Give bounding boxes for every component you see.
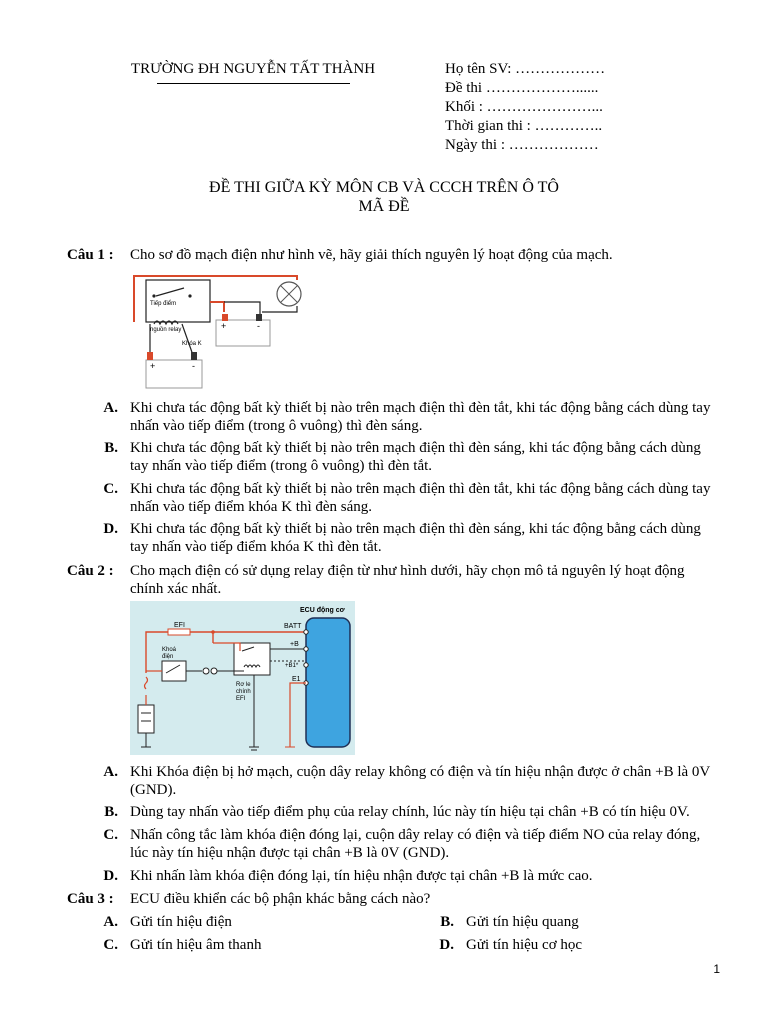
question-2-label: Câu 2 :: [67, 563, 114, 579]
relay-label-line1: Rơ le: [236, 682, 251, 688]
q2-option-c-line1[interactable]: Nhấn công tắc làm khóa điện đóng lại, cuộn dây relay có điện và tiếp điểm NO của relay đóng,: [130, 827, 701, 843]
question-1-circuit-diagram: [132, 272, 310, 392]
q3-option-b-label[interactable]: B.: [440, 914, 454, 930]
question-2-circuit-diagram: [130, 601, 355, 755]
pin-e1-label: E1: [292, 676, 301, 683]
q1-option-b-line1[interactable]: Khi chưa tác động bất kỳ thiết bị nào trên mạch điện thì đèn sáng, khi tác động bằng cách dùng: [130, 440, 701, 456]
q1-option-a-line1[interactable]: Khi chưa tác động bất kỳ thiết bị nào trên mạch điện thì đèn tắt, khi tác động bằng cách dùng tay: [130, 400, 711, 416]
batt-label: BATT: [284, 623, 302, 630]
q2-option-a-line1[interactable]: Khi Khóa điện bị hở mạch, cuộn dây relay không có điện và tín hiệu nhận được ở chân +B là 0V: [130, 764, 711, 780]
class-field: Khối : …………………...: [445, 99, 603, 115]
exam-field: Đề thi ………………......: [445, 80, 599, 96]
q3-option-c-text[interactable]: Gửi tín hiệu âm thanh: [130, 937, 262, 953]
q2-option-b-line1[interactable]: Dùng tay nhấn vào tiếp điểm phụ của relay chính, lúc này tín hiệu tại chân +B có tín hiệu 0V.: [130, 804, 690, 820]
q2-option-c-line2[interactable]: lúc này tín hiệu nhận được tại chân +B là 0V (GND).: [130, 845, 450, 861]
relay-label: nguồn relay: [150, 327, 182, 333]
school-name: TRƯỜNG ĐH NGUYỄN TẤT THÀNH: [130, 61, 376, 77]
question-2-line2: chính xác nhất.: [130, 581, 222, 597]
q2-option-a-label[interactable]: A.: [103, 764, 118, 780]
q3-option-a-text[interactable]: Gửi tín hiệu điện: [130, 914, 232, 930]
battery-2-plus: +: [150, 361, 156, 371]
ecu-label: ECU động cơ: [300, 607, 345, 614]
switch-label: Khóa K: [182, 341, 202, 347]
q3-option-a-label[interactable]: A.: [103, 914, 118, 930]
q3-option-c-label[interactable]: C.: [103, 937, 118, 953]
q3-option-b-text[interactable]: Gửi tín hiệu quang: [466, 914, 579, 930]
student-info-block: [445, 60, 605, 155]
page-number: 1: [713, 962, 720, 976]
question-1-label: Câu 1 :: [67, 247, 114, 263]
school-underline: [157, 83, 350, 84]
exam-title: ĐỀ THI GIỮA KỲ MÔN CB VÀ CCCH TRÊN Ô TÔ: [209, 179, 559, 196]
q1-option-d-line1[interactable]: Khi chưa tác động bất kỳ thiết bị nào trên mạch điện thì đèn sáng, khi tác động bằng cách dùng: [130, 521, 701, 537]
q1-option-a-label[interactable]: A.: [103, 400, 118, 416]
q1-option-b-line2[interactable]: tay nhấn vào tiếp điểm (trong ô vuông) thì đèn tắt.: [130, 458, 433, 474]
q1-option-c-label[interactable]: C.: [103, 481, 118, 497]
q1-option-d-line2[interactable]: tay nhấn vào tiếp điểm khóa K thì đèn tắt.: [130, 539, 382, 555]
q2-option-b-label[interactable]: B.: [104, 804, 118, 820]
efi-label: EFI: [174, 622, 185, 629]
battery-2-minus: -: [192, 361, 195, 371]
relay-label-line2: chính: [236, 689, 251, 695]
q1-option-d-label[interactable]: D.: [103, 521, 118, 537]
switch-label-line2: điện: [162, 654, 174, 660]
duration-field: Thời gian thi : …………..: [445, 118, 603, 134]
switch-label-line1: Khoá: [162, 647, 177, 653]
contact-label: Tiếp điểm: [150, 301, 177, 307]
ecu-block: [306, 618, 350, 747]
q1-option-c-line2[interactable]: nhấn vào tiếp điểm khóa K thì đèn sáng.: [130, 499, 373, 515]
q2-option-c-label[interactable]: C.: [103, 827, 118, 843]
pin-b-label: +B: [290, 641, 299, 648]
date-field: Ngày thi : ………………: [445, 137, 599, 153]
q1-option-a-line2[interactable]: nhấn vào tiếp điểm (trong ô vuông) thì đèn sáng.: [130, 418, 423, 434]
ignition-switch: [162, 661, 186, 681]
question-2-line1: Cho mạch điện có sử dụng relay điện từ như hình dưới, hãy chọn mô tả nguyên lý hoạt động: [130, 563, 685, 579]
q2-battery: [138, 705, 154, 733]
q2-option-d-line1[interactable]: Khi nhấn làm khóa điện đóng lại, tín hiệu nhận được tại chân +B là mức cao.: [130, 868, 593, 884]
q2-option-d-label[interactable]: D.: [103, 868, 118, 884]
q2-option-a-line2[interactable]: (GND).: [130, 782, 177, 798]
efi-fuse: [168, 629, 190, 635]
q1-option-b-label[interactable]: B.: [104, 440, 118, 456]
exam-code: MÃ ĐỀ: [358, 198, 410, 215]
student-name-field: Họ tên SV: ………………: [445, 61, 606, 77]
question-1-text: Cho sơ đồ mạch điện như hình vẽ, hãy giải thích nguyên lý hoạt động của mạch.: [130, 247, 613, 263]
q3-option-d-label[interactable]: D.: [439, 937, 454, 953]
q1-option-c-line1[interactable]: Khi chưa tác động bất kỳ thiết bị nào trên mạch điện thì đèn tắt, khi tác động bằng cách dùng tay: [130, 481, 711, 497]
question-3-text: ECU điều khiển các bộ phận khác bằng cách nào?: [130, 891, 431, 907]
question-3-label: Câu 3 :: [67, 891, 114, 907]
q3-option-d-text[interactable]: Gửi tín hiệu cơ học: [466, 937, 583, 953]
battery-1-minus: -: [257, 321, 260, 331]
pin-b1-label: +B1*: [285, 663, 299, 669]
relay-label-line3: EFI: [236, 696, 246, 702]
battery-1-plus: +: [221, 321, 227, 331]
